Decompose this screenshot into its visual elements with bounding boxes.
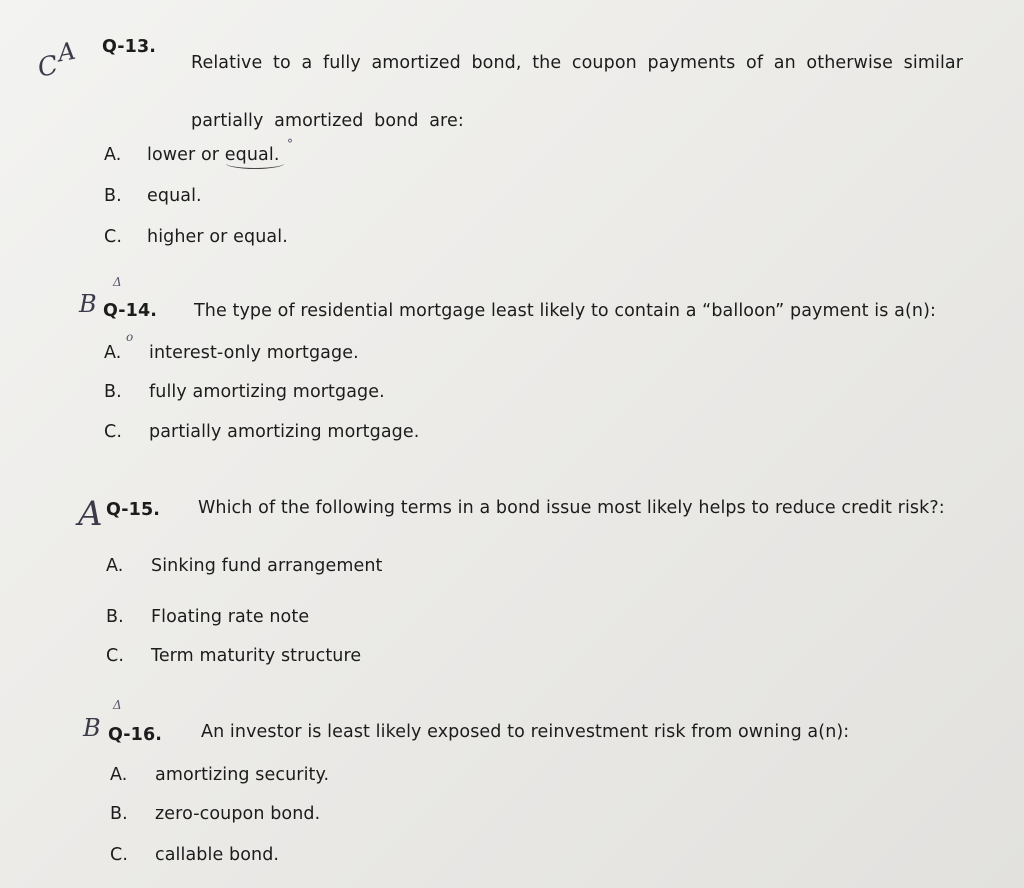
option-letter: C. [104, 422, 122, 442]
option-text: lower or equal. [147, 145, 280, 165]
question-number: Q-16. [108, 725, 162, 745]
option-letter: B. [104, 382, 122, 402]
option-text: Term maturity structure [151, 646, 362, 666]
option-letter: A. [106, 556, 124, 576]
question-number: Q-15. [106, 500, 160, 520]
handwritten-dot: ° [287, 137, 293, 151]
option-letter: A. [110, 765, 128, 785]
option-text: equal. [147, 186, 202, 206]
option-letter: B. [110, 804, 128, 824]
option-text: partially amortizing mortgage. [149, 422, 420, 442]
handwritten-answer-q13: C [35, 50, 61, 84]
handwritten-delta-q16: Δ [113, 698, 122, 712]
question-number: Q-13. [102, 37, 156, 57]
question-text: An investor is least likely exposed to reinvestment risk from owning a(n): [201, 722, 850, 742]
question-number: Q-14. [103, 301, 157, 321]
option-text: interest-only mortgage. [149, 343, 359, 363]
option-text: fully amortizing mortgage. [149, 382, 385, 402]
question-text: The type of residential mortgage least likely to contain a “balloon” payment is a(n): [194, 301, 937, 321]
handwritten-answer-q16: B [83, 714, 101, 742]
handwritten-underline [226, 158, 284, 169]
option-letter: A. [104, 343, 122, 363]
option-letter: C. [104, 227, 122, 247]
handwritten-answer-q14: B [79, 290, 97, 318]
option-letter: C. [106, 646, 124, 666]
option-text: callable bond. [155, 845, 280, 865]
option-letter: B. [106, 607, 124, 627]
handwritten-circle: o [126, 330, 134, 344]
option-letter: A. [104, 145, 122, 165]
option-letter: C. [110, 845, 128, 865]
option-text: higher or equal. [147, 227, 288, 247]
option-letter: B. [104, 186, 122, 206]
question-text: Which of the following terms in a bond issue most likely helps to reduce credit risk?: [198, 498, 945, 518]
option-text: Sinking fund arrangement [151, 556, 383, 576]
option-text: amortizing security. [155, 765, 330, 785]
handwritten-answer-q15: A [78, 494, 103, 534]
option-text: Floating rate note [151, 607, 310, 627]
question-text: Relative to a fully amortized bond, the coupon payments of an otherwise similar partially amortized bond are: [191, 53, 964, 131]
handwritten-delta-q14: Δ [113, 275, 122, 289]
handwritten-mark-q13: A [55, 36, 78, 68]
option-text: zero-coupon bond. [155, 804, 321, 824]
